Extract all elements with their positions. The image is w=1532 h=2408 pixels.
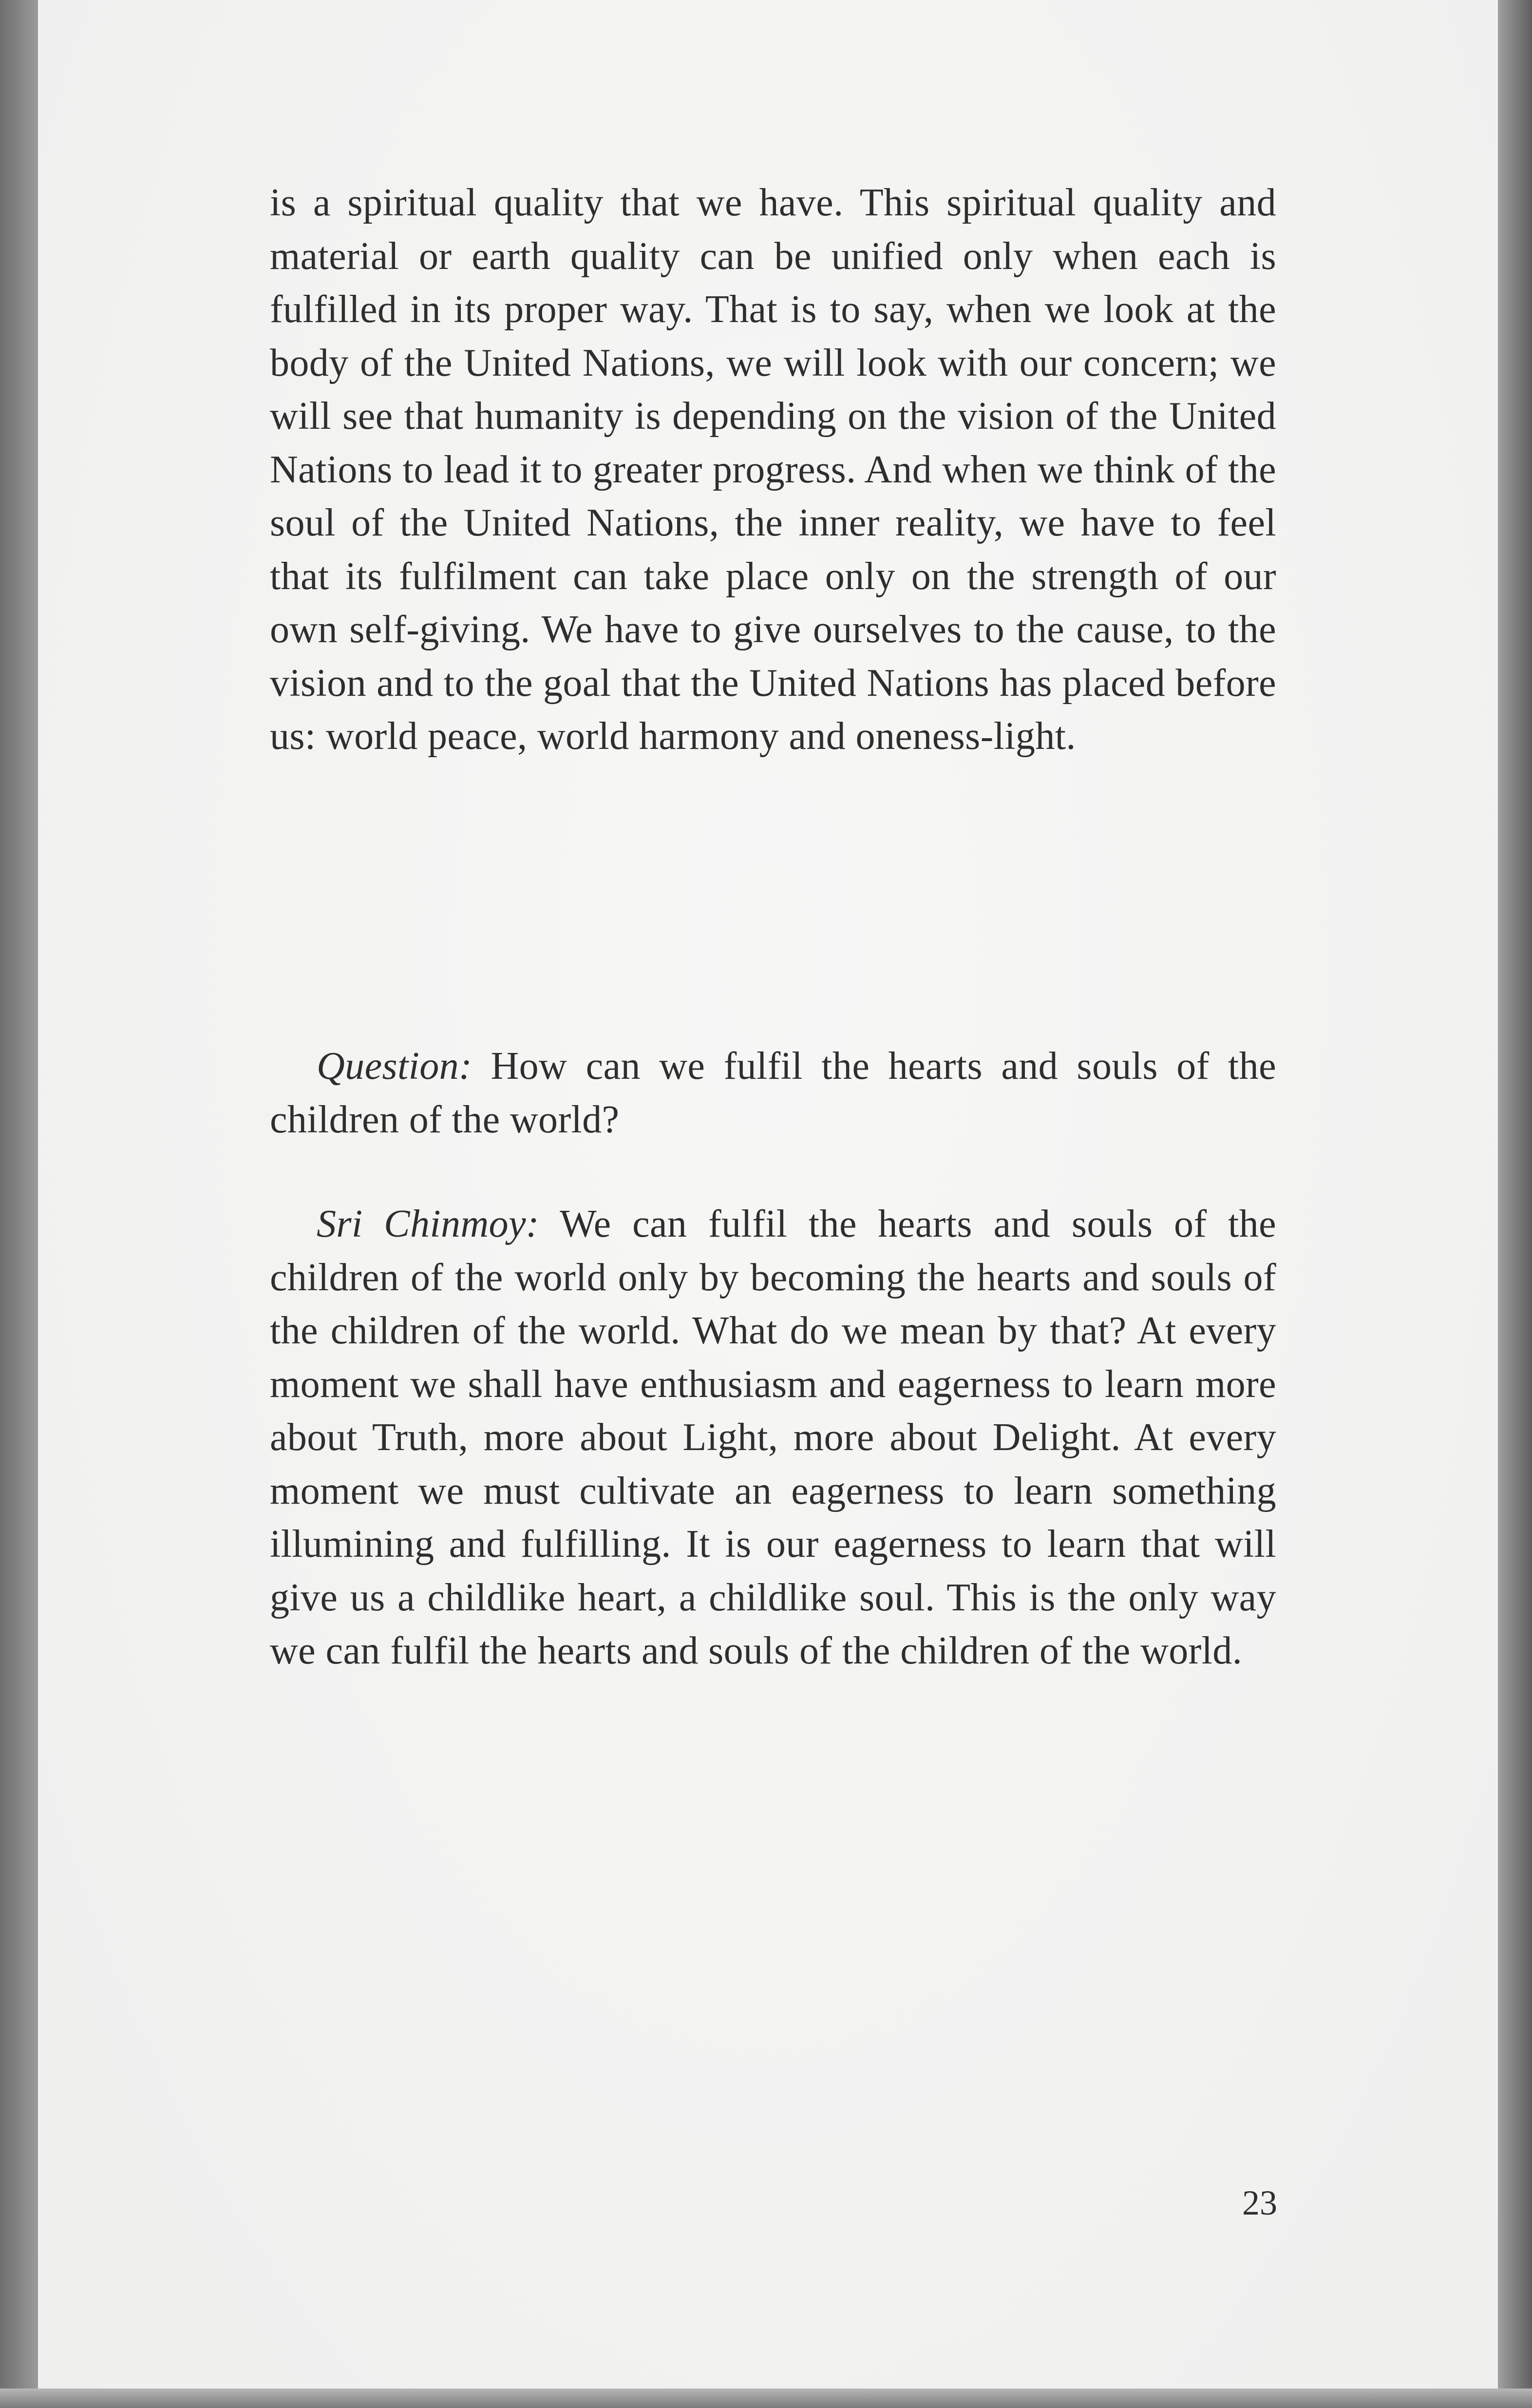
scan-bottom-edge — [0, 2389, 1532, 2408]
question-speaker-label: Question: — [317, 1045, 473, 1088]
scan-left-edge — [0, 0, 38, 2408]
book-page — [38, 0, 1498, 2389]
answer-text-line — [270, 1198, 1276, 1678]
scan-right-edge — [1498, 0, 1532, 2408]
answer-text: We can fulfil the hearts and souls of the children of the world only by becoming the hearts and souls of the children of the world. What do we mean by that? At every moment we shall have enthusiasm and eagerness to learn more about Truth, more about Light, more about Delight. At every moment we must cultivate an eagerness to learn something illumining and fulfilling. It is our eagerness to learn that will give us a childlike heart, a childlike soul. This is the only way we can fulfil the hearts and souls of the children of the world. — [270, 1203, 1276, 1672]
question-text-line — [270, 1040, 1276, 1147]
paragraph-text: is a spiritual quality that we have. This spiritual quality and material or earth quality can be unified only when each is fulfilled in its proper way. That is to say, when we look at the body of the United Nations, we will look with our concern; we will see that humanity is depending on the vision of the United Nations to lead it to greater progress. And when we think of the soul of the United Nations, the inner reality, we have to feel that its fulfilment can take place only on the strength of our own self-giving. We have to give ourselves to the cause, to the vision and to the goal that the United Nations has placed before us: world peace, world harmony and oneness-light. — [270, 181, 1276, 758]
answer-paragraph — [270, 1198, 1276, 1678]
question-text: How can we fulfil the hearts and souls of the children of the world? — [270, 1045, 1276, 1141]
question-paragraph — [270, 1040, 1276, 1147]
continued-paragraph — [270, 176, 1276, 764]
answer-speaker-label: Sri Chinmoy: — [317, 1203, 539, 1245]
page-number: 23 — [1242, 2183, 1277, 2222]
